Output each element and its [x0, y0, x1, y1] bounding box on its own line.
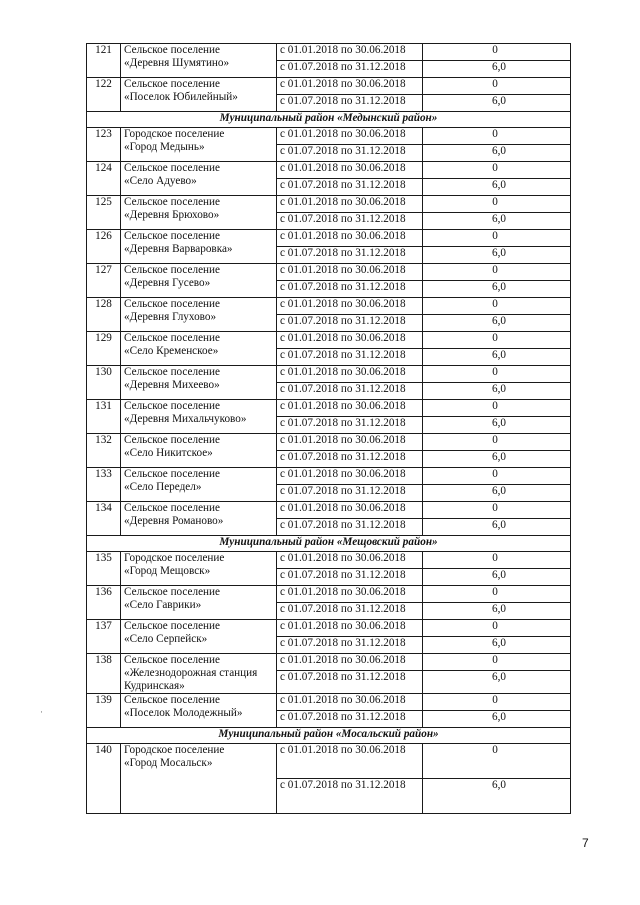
section-row: [87, 536, 571, 552]
value-first-half: 0: [423, 400, 571, 417]
value-first-half: 0: [423, 230, 571, 247]
period-second-half: с 01.07.2018 по 31.12.2018: [277, 519, 423, 536]
period-second-half: с 01.07.2018 по 31.12.2018: [277, 485, 423, 502]
period-first-half: с 01.01.2018 по 30.06.2018: [277, 694, 423, 711]
period-first-half: с 01.01.2018 по 30.06.2018: [277, 400, 423, 417]
table-row: [87, 230, 571, 247]
period-second-half: с 01.07.2018 по 31.12.2018: [277, 281, 423, 298]
settlement-name: Городское поселение «Город Медынь»: [121, 128, 277, 162]
period-second-half: с 01.07.2018 по 31.12.2018: [277, 247, 423, 264]
tariff-table-body: [87, 44, 571, 814]
period-first-half: с 01.01.2018 по 30.06.2018: [277, 468, 423, 485]
table-row: [87, 468, 571, 485]
value-first-half: 0: [423, 586, 571, 603]
table-row: [87, 264, 571, 281]
period-second-half: с 01.07.2018 по 31.12.2018: [277, 451, 423, 468]
table-row: [87, 552, 571, 569]
value-second-half: 6,0: [423, 247, 571, 264]
table-row: [87, 502, 571, 519]
table-row: [87, 44, 571, 61]
value-first-half: 0: [423, 196, 571, 213]
settlement-name: Сельское поселение «Деревня Глухово»: [121, 298, 277, 332]
table-row: [87, 366, 571, 383]
settlement-name: Сельское поселение «Поселок Юбилейный»: [121, 78, 277, 112]
settlement-name: Сельское поселение «Деревня Брюхово»: [121, 196, 277, 230]
table-row: [87, 586, 571, 603]
settlement-name: Сельское поселение «Деревня Варваровка»: [121, 230, 277, 264]
row-number: 125: [87, 196, 121, 230]
section-title: Муниципальный район «Медынский район»: [87, 112, 571, 128]
value-first-half: 0: [423, 552, 571, 569]
table-row: [87, 128, 571, 145]
table-row: [87, 196, 571, 213]
row-number: 132: [87, 434, 121, 468]
period-second-half: с 01.07.2018 по 31.12.2018: [277, 711, 423, 728]
row-number: 136: [87, 586, 121, 620]
row-number: 139: [87, 694, 121, 728]
period-first-half: с 01.01.2018 по 30.06.2018: [277, 744, 423, 779]
value-second-half: 6,0: [423, 315, 571, 332]
period-second-half: с 01.07.2018 по 31.12.2018: [277, 779, 423, 814]
value-first-half: 0: [423, 128, 571, 145]
period-second-half: с 01.07.2018 по 31.12.2018: [277, 637, 423, 654]
value-first-half: 0: [423, 502, 571, 519]
value-first-half: 0: [423, 264, 571, 281]
period-first-half: с 01.01.2018 по 30.06.2018: [277, 162, 423, 179]
settlement-name: Сельское поселение «Село Никитское»: [121, 434, 277, 468]
row-number: 137: [87, 620, 121, 654]
section-row: [87, 112, 571, 128]
settlement-name: Сельское поселение «Село Серпейск»: [121, 620, 277, 654]
table-row: [87, 654, 571, 671]
period-second-half: с 01.07.2018 по 31.12.2018: [277, 179, 423, 196]
period-second-half: с 01.07.2018 по 31.12.2018: [277, 315, 423, 332]
table-row: [87, 298, 571, 315]
value-first-half: 0: [423, 332, 571, 349]
value-first-half: 0: [423, 434, 571, 451]
period-first-half: с 01.01.2018 по 30.06.2018: [277, 502, 423, 519]
period-first-half: с 01.01.2018 по 30.06.2018: [277, 230, 423, 247]
settlement-name: Сельское поселение «Село Кременское»: [121, 332, 277, 366]
period-second-half: с 01.07.2018 по 31.12.2018: [277, 569, 423, 586]
settlement-name: Сельское поселение «Деревня Шумятино»: [121, 44, 277, 78]
period-first-half: с 01.01.2018 по 30.06.2018: [277, 552, 423, 569]
settlement-name: Сельское поселение «Железнодорожная станция Кудринская»: [121, 654, 277, 694]
row-number: 126: [87, 230, 121, 264]
tariff-table: [86, 43, 571, 814]
row-number: 121: [87, 44, 121, 78]
value-second-half: 6,0: [423, 671, 571, 694]
period-first-half: с 01.01.2018 по 30.06.2018: [277, 434, 423, 451]
settlement-name: Сельское поселение «Деревня Михеево»: [121, 366, 277, 400]
period-first-half: с 01.01.2018 по 30.06.2018: [277, 586, 423, 603]
value-second-half: 6,0: [423, 213, 571, 230]
row-number: 127: [87, 264, 121, 298]
value-second-half: 6,0: [423, 145, 571, 162]
table-row: [87, 434, 571, 451]
value-second-half: 6,0: [423, 711, 571, 728]
period-second-half: с 01.07.2018 по 31.12.2018: [277, 383, 423, 400]
row-number: 134: [87, 502, 121, 536]
value-first-half: 0: [423, 298, 571, 315]
value-second-half: 6,0: [423, 485, 571, 502]
period-second-half: с 01.07.2018 по 31.12.2018: [277, 95, 423, 112]
settlement-name: Сельское поселение «Деревня Романово»: [121, 502, 277, 536]
table-row: [87, 620, 571, 637]
period-first-half: с 01.01.2018 по 30.06.2018: [277, 196, 423, 213]
table-row: [87, 400, 571, 417]
period-second-half: с 01.07.2018 по 31.12.2018: [277, 349, 423, 366]
table-row: [87, 744, 571, 779]
value-first-half: 0: [423, 162, 571, 179]
row-number: 128: [87, 298, 121, 332]
value-second-half: 6,0: [423, 383, 571, 400]
row-number: 123: [87, 128, 121, 162]
period-second-half: с 01.07.2018 по 31.12.2018: [277, 213, 423, 230]
settlement-name: Городское поселение «Город Мещовск»: [121, 552, 277, 586]
row-number: 140: [87, 744, 121, 814]
section-title: Муниципальный район «Мещовский район»: [87, 536, 571, 552]
period-first-half: с 01.01.2018 по 30.06.2018: [277, 366, 423, 383]
period-first-half: с 01.01.2018 по 30.06.2018: [277, 44, 423, 61]
period-first-half: с 01.01.2018 по 30.06.2018: [277, 654, 423, 671]
value-second-half: 6,0: [423, 451, 571, 468]
table-row: [87, 694, 571, 711]
period-first-half: с 01.01.2018 по 30.06.2018: [277, 620, 423, 637]
row-number: 133: [87, 468, 121, 502]
table-row: [87, 78, 571, 95]
value-second-half: 6,0: [423, 519, 571, 536]
table-row: [87, 332, 571, 349]
value-first-half: 0: [423, 468, 571, 485]
settlement-name: Сельское поселение «Деревня Михальчуково»: [121, 400, 277, 434]
value-second-half: 6,0: [423, 349, 571, 366]
value-second-half: 6,0: [423, 179, 571, 196]
value-first-half: 0: [423, 694, 571, 711]
row-number: 135: [87, 552, 121, 586]
period-first-half: с 01.01.2018 по 30.06.2018: [277, 128, 423, 145]
settlement-name: Сельское поселение «Село Гаврики»: [121, 586, 277, 620]
period-second-half: с 01.07.2018 по 31.12.2018: [277, 417, 423, 434]
period-second-half: с 01.07.2018 по 31.12.2018: [277, 145, 423, 162]
value-second-half: 6,0: [423, 569, 571, 586]
value-first-half: 0: [423, 654, 571, 671]
value-second-half: 6,0: [423, 61, 571, 78]
settlement-name: Городское поселение «Город Мосальск»: [121, 744, 277, 814]
value-second-half: 6,0: [423, 603, 571, 620]
settlement-name: Сельское поселение «Село Адуево»: [121, 162, 277, 196]
value-first-half: 0: [423, 78, 571, 95]
stray-mark: ·: [40, 707, 43, 717]
value-second-half: 6,0: [423, 417, 571, 434]
value-second-half: 6,0: [423, 281, 571, 298]
period-first-half: с 01.01.2018 по 30.06.2018: [277, 264, 423, 281]
value-first-half: 0: [423, 44, 571, 61]
row-number: 130: [87, 366, 121, 400]
value-first-half: 0: [423, 744, 571, 779]
value-second-half: 6,0: [423, 779, 571, 814]
table-row: [87, 162, 571, 179]
row-number: 124: [87, 162, 121, 196]
row-number: 138: [87, 654, 121, 694]
settlement-name: Сельское поселение «Поселок Молодежный»: [121, 694, 277, 728]
section-title: Муниципальный район «Мосальский район»: [87, 728, 571, 744]
value-second-half: 6,0: [423, 95, 571, 112]
period-first-half: с 01.01.2018 по 30.06.2018: [277, 78, 423, 95]
row-number: 129: [87, 332, 121, 366]
period-second-half: с 01.07.2018 по 31.12.2018: [277, 671, 423, 694]
value-first-half: 0: [423, 366, 571, 383]
period-second-half: с 01.07.2018 по 31.12.2018: [277, 603, 423, 620]
section-row: [87, 728, 571, 744]
period-second-half: с 01.07.2018 по 31.12.2018: [277, 61, 423, 78]
row-number: 122: [87, 78, 121, 112]
page-number: 7: [582, 836, 589, 850]
period-first-half: с 01.01.2018 по 30.06.2018: [277, 298, 423, 315]
settlement-name: Сельское поселение «Деревня Гусево»: [121, 264, 277, 298]
row-number: 131: [87, 400, 121, 434]
value-first-half: 0: [423, 620, 571, 637]
settlement-name: Сельское поселение «Село Передел»: [121, 468, 277, 502]
period-first-half: с 01.01.2018 по 30.06.2018: [277, 332, 423, 349]
value-second-half: 6,0: [423, 637, 571, 654]
